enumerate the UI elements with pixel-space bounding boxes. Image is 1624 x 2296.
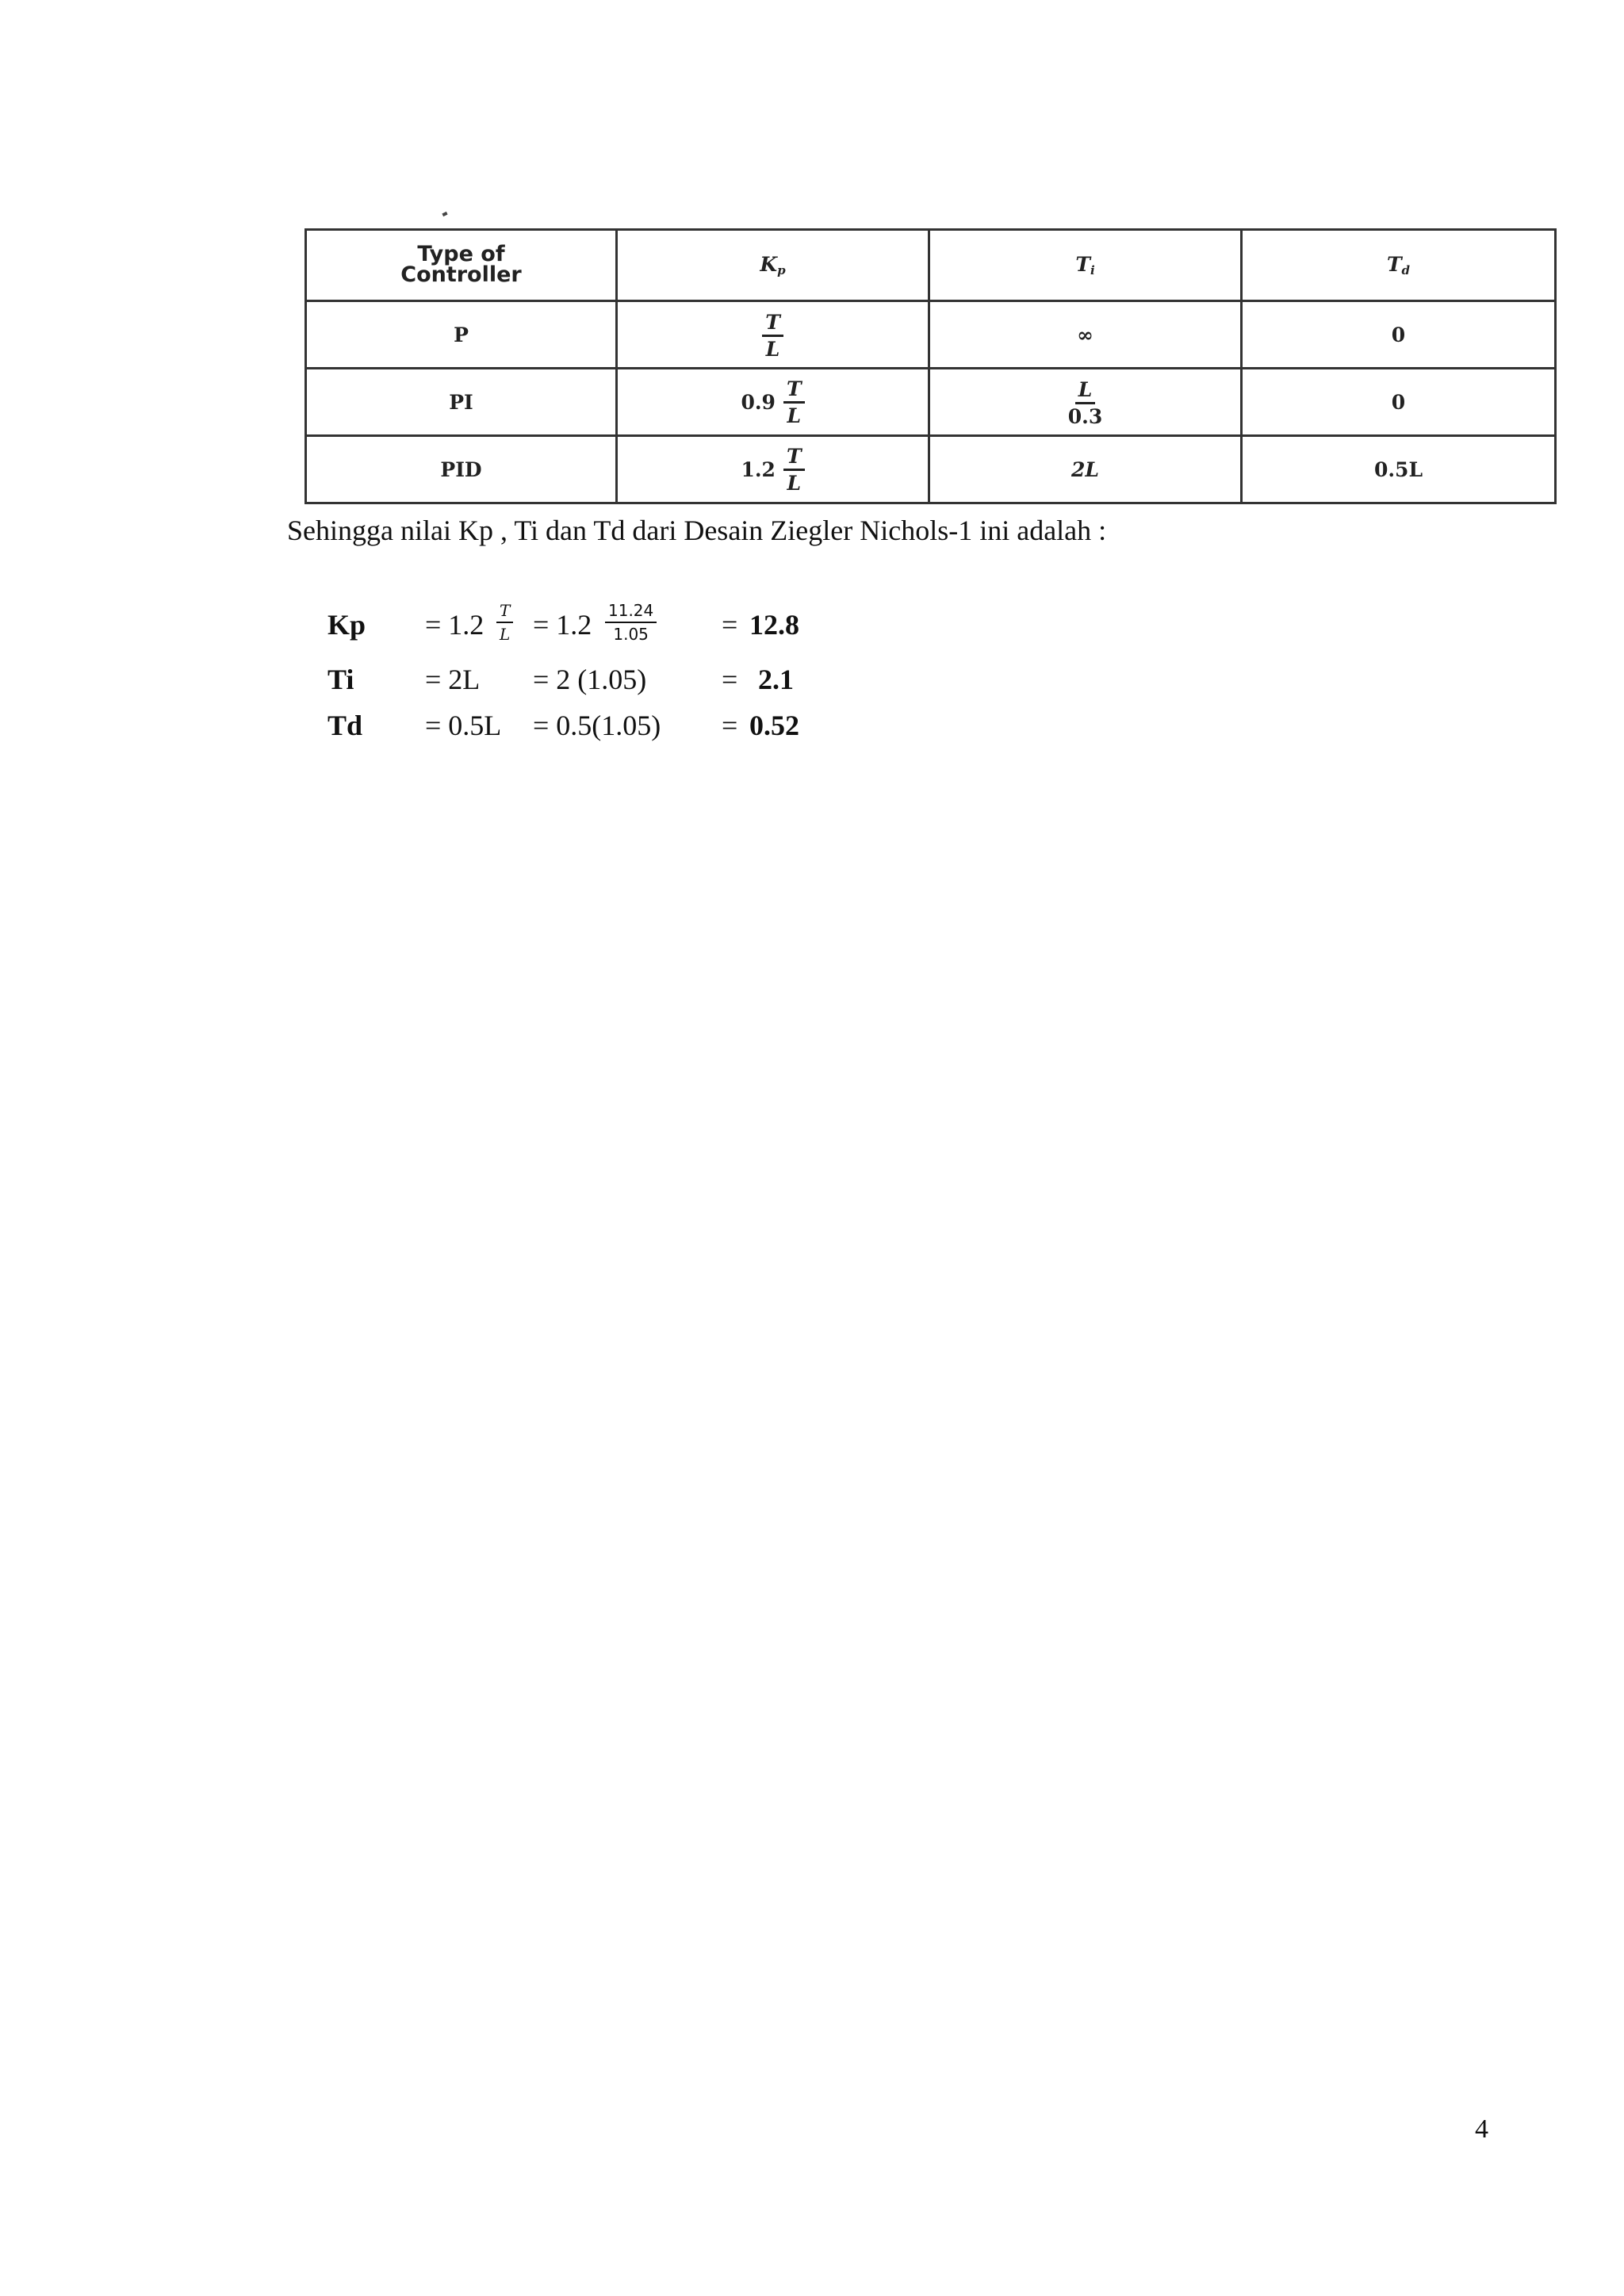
td-result: 0.52 xyxy=(749,710,799,741)
stray-mark xyxy=(442,212,447,216)
cell-kp xyxy=(617,369,929,436)
ti-label: Ti xyxy=(327,664,354,695)
header-kp: $K_p$ xyxy=(617,230,929,301)
header-type-of-controller xyxy=(306,230,617,301)
cell-ti xyxy=(929,369,1242,436)
kp-step1-prefix: = 1.2 xyxy=(425,609,485,641)
header-ti: $T_i$ xyxy=(929,230,1242,301)
cell-td: 0 xyxy=(1242,301,1556,369)
kp-step1-fraction: T L xyxy=(496,603,513,642)
cell-type: PID xyxy=(306,436,617,503)
header-td: $T_d$ xyxy=(1242,230,1556,301)
explanation-sentence: Sehingga nilai Kp , Ti dan Td dari Desain Ziegler Nichols-1 ini adalah : xyxy=(287,515,1107,546)
kp-fraction: $\frac{T}{L}$ xyxy=(762,312,783,359)
ti-result: 2.1 xyxy=(758,664,794,695)
cell-ti: 2L xyxy=(929,436,1242,503)
kp-fraction: $\frac{T}{L}$ xyxy=(783,446,805,493)
td-label: Td xyxy=(327,710,363,741)
td-step1: = 0.5L xyxy=(425,710,502,741)
ti-fraction: $\frac{L}{0.3}$ xyxy=(1067,377,1103,428)
cell-kp xyxy=(617,301,929,369)
kp-coefficient: 1.2 xyxy=(741,457,776,481)
kp-step2-fraction: 11.24 1.05 xyxy=(605,603,657,642)
table-row xyxy=(306,301,1556,369)
td-step2: = 0.5(1.05) xyxy=(533,710,661,741)
table-row xyxy=(306,436,1556,503)
kp-coefficient: 0.9 xyxy=(741,390,776,414)
cell-type: PI xyxy=(306,369,617,436)
page-number: 4 xyxy=(1475,2114,1488,2144)
ti-step1: = 2L xyxy=(425,664,481,695)
table-header-row xyxy=(306,230,1556,301)
cell-td: 0 xyxy=(1242,369,1556,436)
kp-equals: = xyxy=(722,609,738,641)
cell-type: P xyxy=(306,301,617,369)
ti-equals: = xyxy=(722,664,738,695)
header-type-line1: Type of xyxy=(417,242,505,266)
td-equals: = xyxy=(722,710,738,741)
table-row xyxy=(306,369,1556,436)
cell-td: 0.5L xyxy=(1242,436,1556,503)
kp-label: Kp xyxy=(327,609,366,641)
ziegler-nichols-table xyxy=(304,228,1557,504)
cell-ti: ∞ xyxy=(929,301,1242,369)
kp-result: 12.8 xyxy=(749,609,799,641)
kp-fraction: $\frac{T}{L}$ xyxy=(783,379,805,426)
header-type-line2: Controller xyxy=(400,262,522,287)
ti-step2: = 2 (1.05) xyxy=(533,664,647,695)
cell-kp xyxy=(617,436,929,503)
kp-step2-prefix: = 1.2 xyxy=(533,609,592,641)
